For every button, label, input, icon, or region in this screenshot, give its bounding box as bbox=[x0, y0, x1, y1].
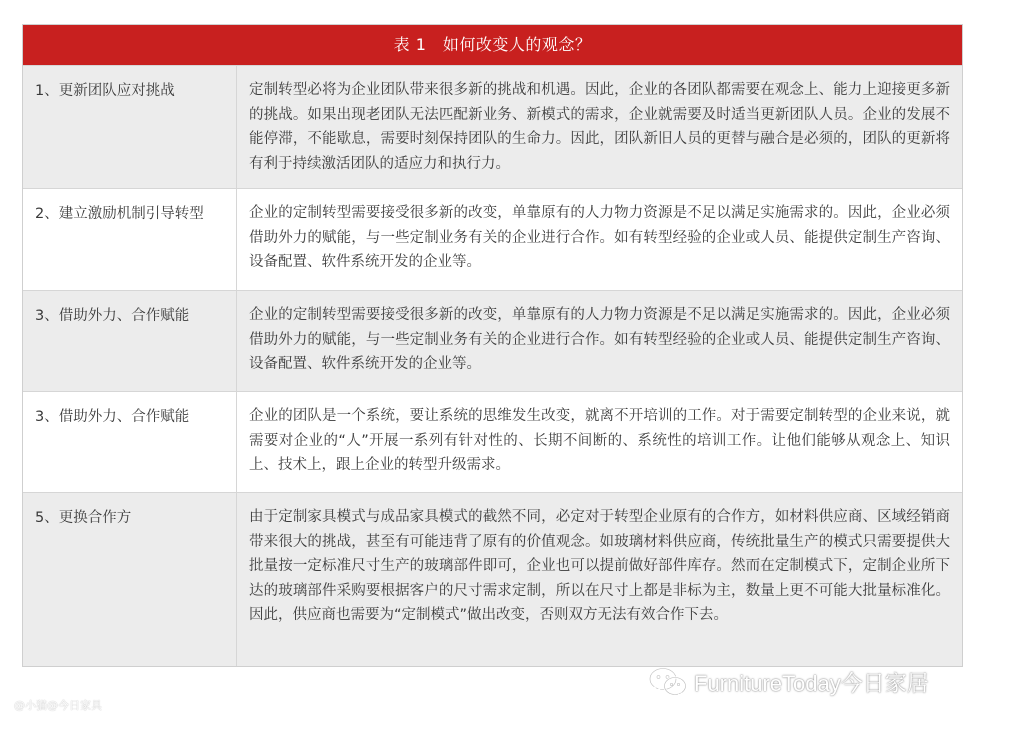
info-table bbox=[22, 24, 963, 667]
row-label: 1、更新团队应对挑战 bbox=[23, 66, 237, 188]
source-credit: @小猫@今日家具 bbox=[14, 699, 102, 712]
table-title: 表 1 如何改变人的观念？ bbox=[23, 25, 962, 65]
row-description: 企业的定制转型需要接受很多新的改变，单靠原有的人力物力资源是不足以满足实施需求的。因此，企业必须借助外力的赋能，与一些定制业务有关的企业进行合作。如有转型经验的企业或人员、能提供定制生产咨询、设备配置、软件系统开发的企业等。 bbox=[249, 205, 950, 271]
row-description: 企业的定制转型需要接受很多新的改变，单靠原有的人力物力资源是不足以满足实施需求的。因此，企业必须借助外力的赋能，与一些定制业务有关的企业进行合作。如有转型经验的企业或人员、能提供定制生产咨询、设备配置、软件系统开发的企业等。 bbox=[249, 307, 950, 373]
table-row bbox=[23, 492, 962, 666]
table-row bbox=[23, 65, 962, 188]
row-description: 定制转型必将为企业团队带来很多新的挑战和机遇。因此，企业的各团队都需要在观念上、能力上迎接更多新的挑战。如果出现老团队无法匹配新业务、新模式的需求，企业就需要及时适当更新团队人员。企业的发展不能停滞，不能歇息，需要时刻保持团队的生命力。因此，团队新旧人员的更替与融合是必须的，团队的更新将有利于持续激活团队的适应力和执行力。 bbox=[249, 82, 950, 172]
row-label: 3、借助外力、合作赋能 bbox=[23, 291, 237, 391]
watermark bbox=[648, 664, 929, 700]
table-row bbox=[23, 290, 962, 391]
watermark-text: FurnitureToday今日家居 bbox=[694, 670, 929, 696]
row-description: 由于定制家具模式与成品家具模式的截然不同，必定对于转型企业原有的合作方，如材料供应商、区域经销商带来很大的挑战，甚至有可能违背了原有的价值观念。如玻璃材料供应商，传统批量生产的模式只需要提供大批量按一定标准尺寸生产的玻璃部件即可，企业也可以提前做好部件库存。然而在定制模式下，定制企业所下达的玻璃部件采购要根据客户的尺寸需求定制，所以在尺寸上都是非标为主，数量上更不可能大批量标准化。因此，供应商也需要为“定制模式”做出改变，否则双方无法有效合作下去。 bbox=[249, 509, 950, 624]
row-label: 5、更换合作方 bbox=[23, 493, 237, 666]
table-row bbox=[23, 391, 962, 492]
table-row bbox=[23, 188, 962, 290]
row-description: 企业的团队是一个系统，要让系统的思维发生改变，就离不开培训的工作。对于需要定制转型的企业来说，就需要对企业的“人”开展一系列有针对性的、长期不间断的、系统性的培训工作。让他们能够从观念上、知识上、技术上，跟上企业的转型升级需求。 bbox=[249, 408, 950, 474]
row-label: 3、借助外力、合作赋能 bbox=[23, 392, 237, 492]
wechat-icon bbox=[648, 666, 688, 698]
row-label: 2、建立激励机制引导转型 bbox=[23, 189, 237, 290]
